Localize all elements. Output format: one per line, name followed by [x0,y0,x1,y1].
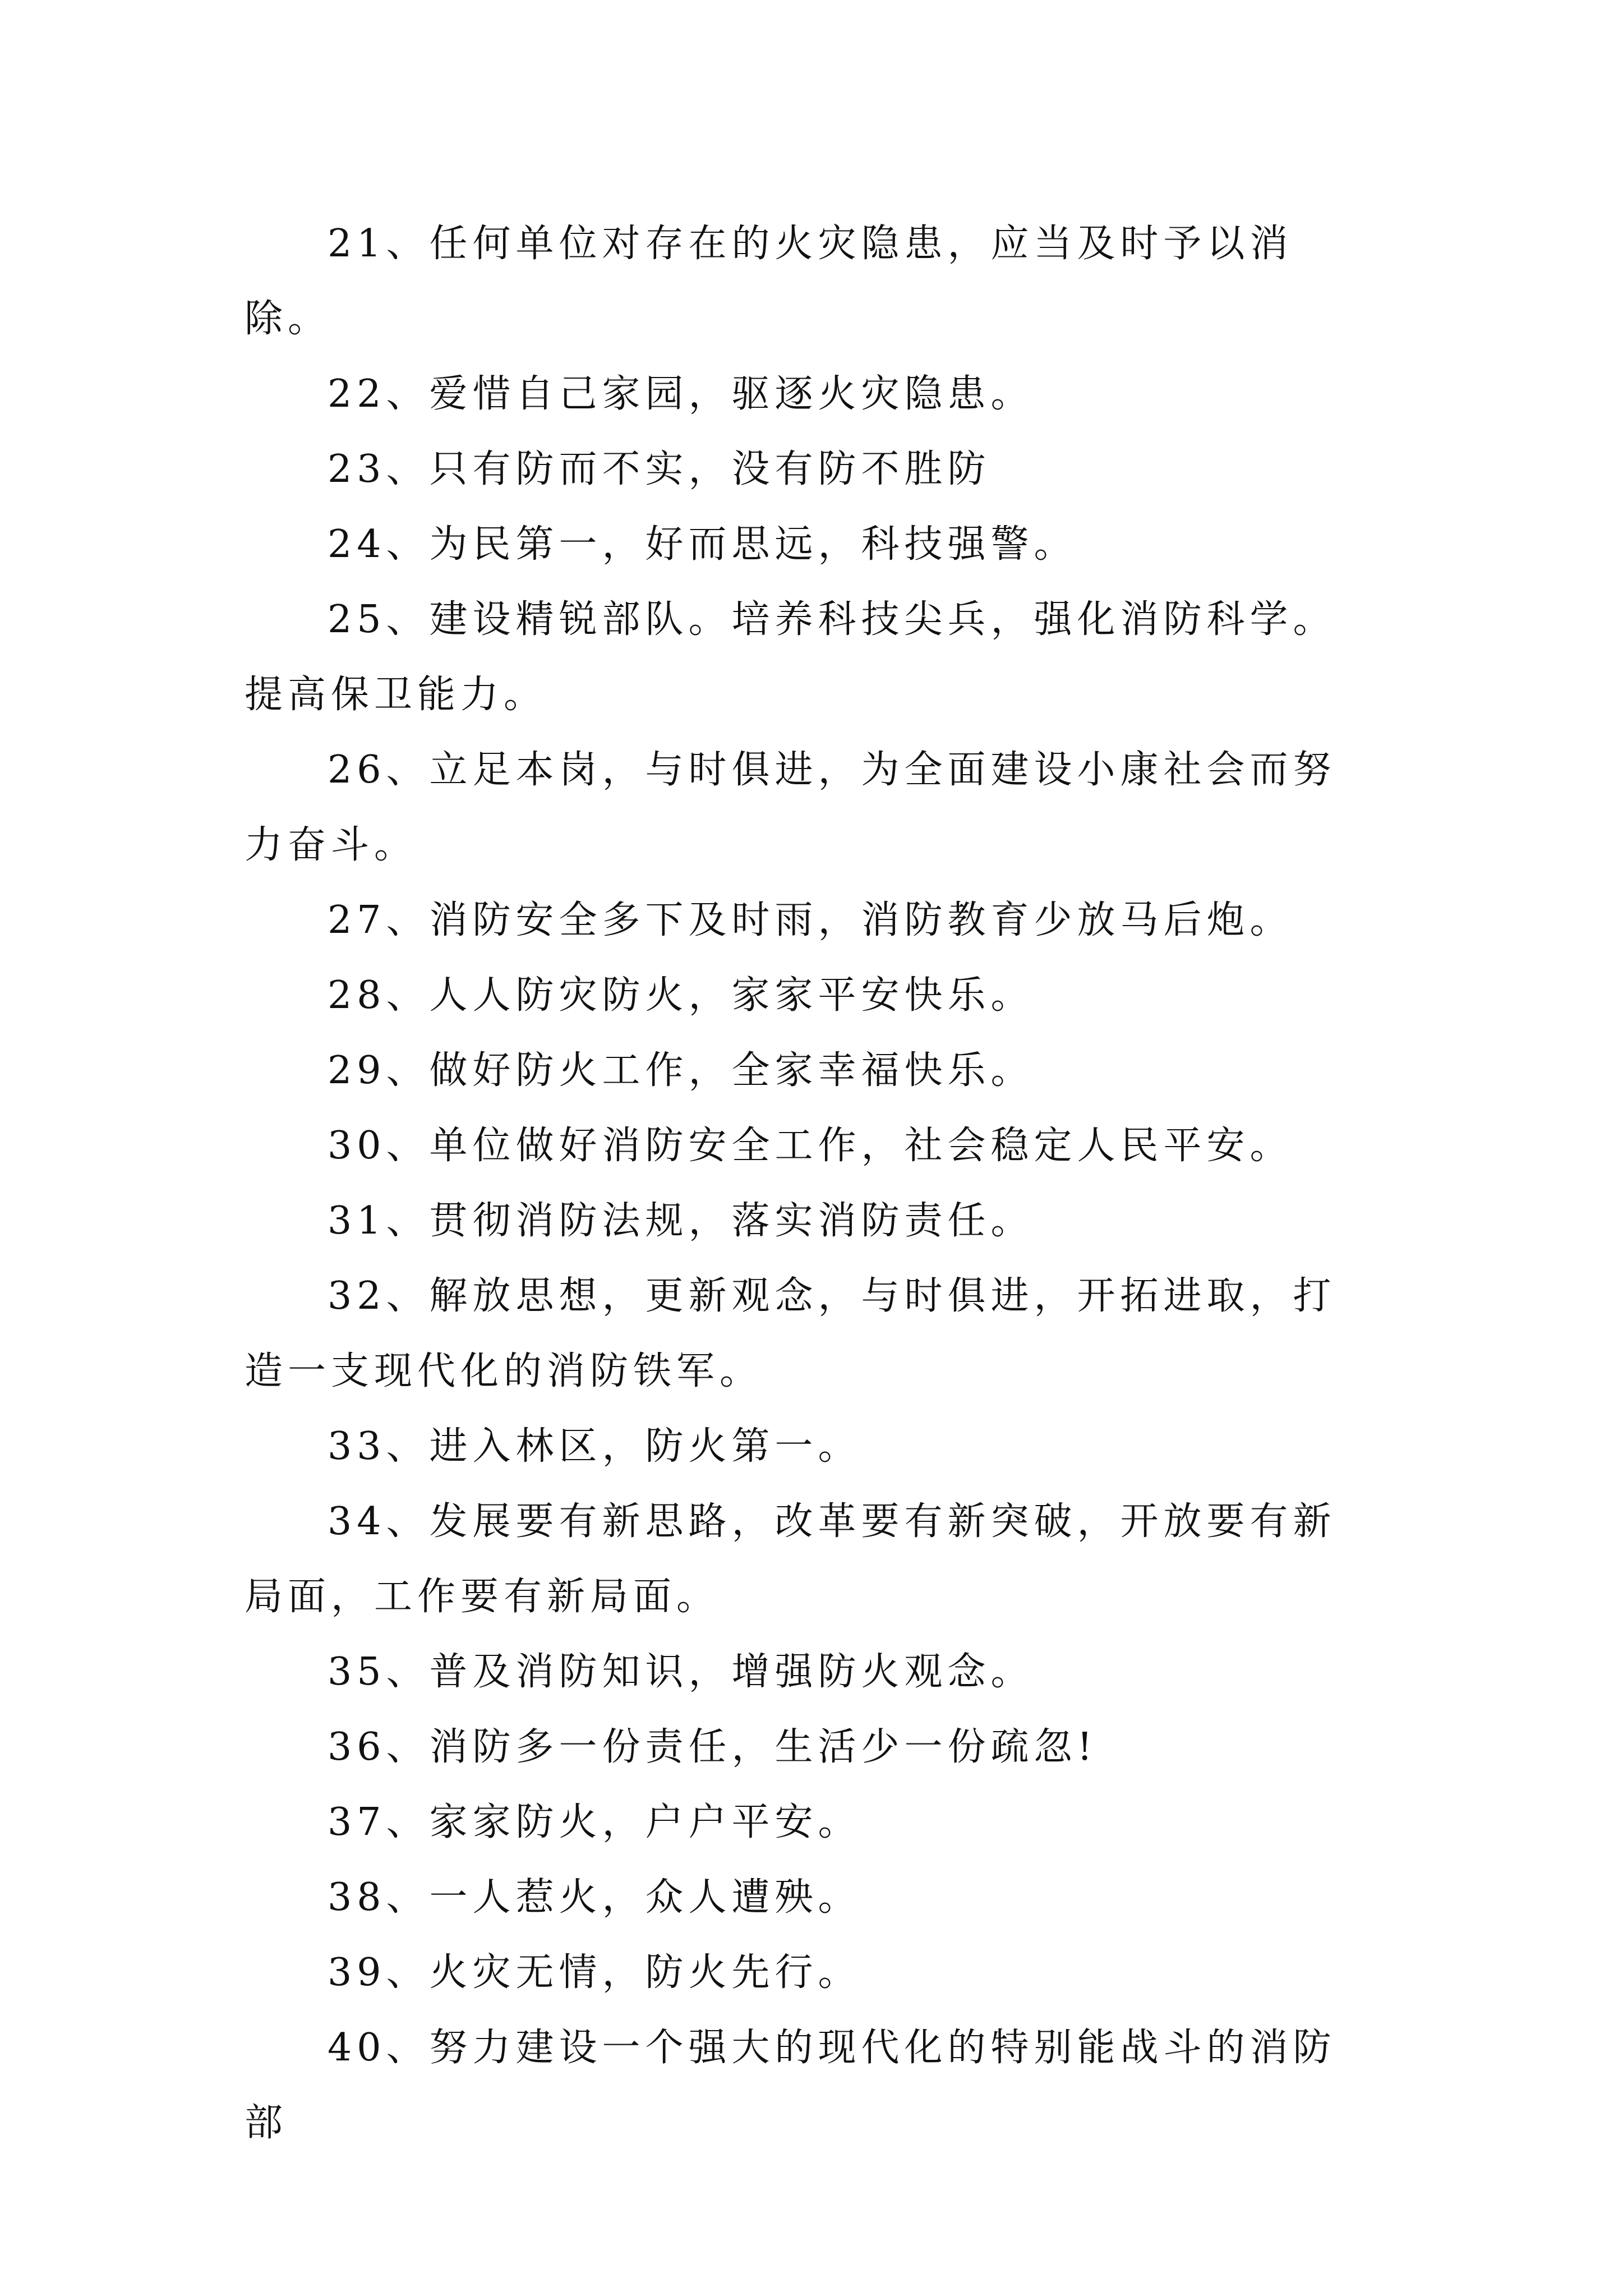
list-item: 21、任何单位对存在的火灾隐患，应当及时予以消除。 [245,222,1293,341]
list-item: 27、消防安全多下及时雨，消防教育少放马后炮。 [328,898,1293,942]
list-item: 24、为民第一，好而思远，科技强警。 [328,522,1077,567]
list-item: 35、普及消防知识，增强防火观念。 [328,1650,1034,1694]
list-item: 28、人人防灾防火，家家平安快乐。 [328,973,1034,1018]
list-item: 39、火灾无情，防火先行。 [328,1950,861,1995]
document-body [245,206,1372,2161]
list-item: 30、单位做好消防安全工作，社会稳定人民平安。 [328,1124,1293,1168]
list-item: 25、建设精锐部队。培养科技尖兵，强化消防科学。提高保卫能力。 [245,597,1336,717]
list-item: 31、贯彻消防法规，落实消防责任。 [328,1199,1034,1243]
list-item: 38、一人惹火，众人遭殃。 [328,1875,861,1920]
list-item: 26、立足本岗，与时俱进，为全面建设小康社会而努力奋斗。 [245,748,1336,867]
list-item: 22、爱惜自己家园，驱逐火灾隐患。 [328,372,1034,416]
list-item: 29、做好防火工作，全家幸福快乐。 [328,1048,1034,1093]
list-item: 23、只有防而不实，没有防不胜防 [328,447,991,491]
list-item: 33、进入林区，防火第一。 [328,1424,861,1469]
list-item: 40、努力建设一个强大的现代化的特别能战斗的消防部 [245,2026,1336,2145]
list-item: 37、家家防火，户户平安。 [328,1800,861,1844]
list-item: 36、消防多一份责任，生活少一份疏忽! [328,1725,1098,1769]
list-item: 34、发展要有新思路，改革要有新突破，开放要有新局面，工作要有新局面。 [245,1499,1336,1619]
list-item: 32、解放思想，更新观念，与时俱进，开拓进取，打造一支现代化的消防铁军。 [245,1274,1336,1393]
